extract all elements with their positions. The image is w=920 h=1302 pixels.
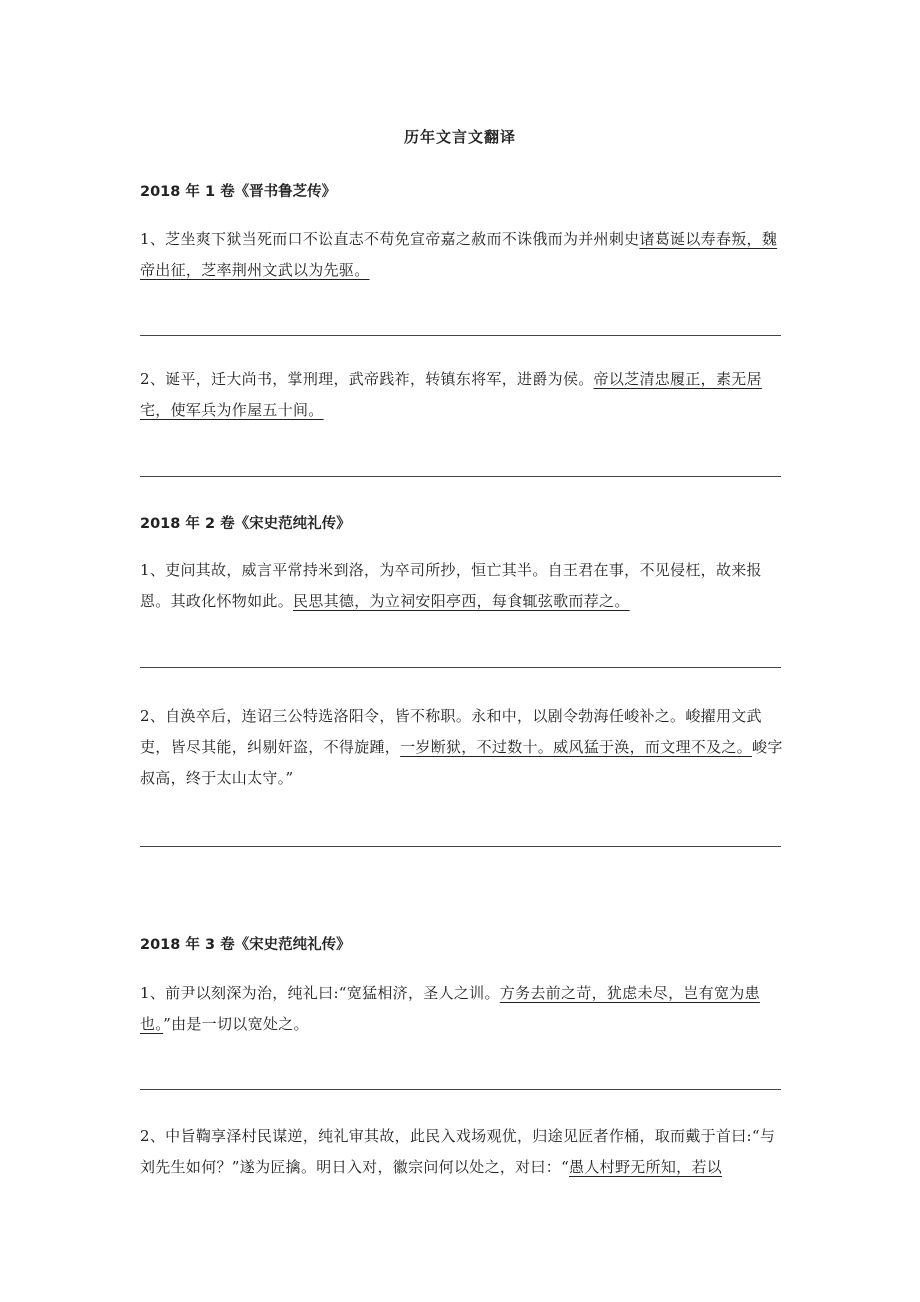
paragraph-text: 峻字叔高，终于太山太守。” [140, 738, 783, 787]
answer-line [140, 846, 781, 847]
answer-line [140, 476, 781, 477]
answer-line [140, 335, 781, 336]
underlined-passage: 帝以芝清忠履正，素无居宅，使军兵为作屋五十间。 [140, 370, 762, 419]
paragraph-text: 2、中旨鞫享泽村民谋逆，纯礼审其故，此民入戏场观优，归途见匠者作桶，取而戴于首曰:“与刘先生如何？”遂为匠擒。明日入对，徽宗问何以处之，对曰：“ [140, 1127, 776, 1176]
answer-line [140, 667, 781, 668]
answer-line [140, 1089, 781, 1090]
paragraph [140, 364, 785, 426]
underlined-passage: 一岁断狱，不过数十。威风猛于涣，而文理不及之。 [400, 738, 753, 756]
paragraph-text: ”由是一切以宽处之。 [163, 1015, 309, 1033]
paragraph-text: 1、前尹以刻深为治，纯礼曰:“宽猛相济，圣人之训。 [140, 984, 500, 1002]
underlined-passage: 诸葛诞以寿春叛，魏帝出征，芝率荆州文武以为先驱。 [140, 230, 778, 279]
underlined-passage: 民思其德，为立祠安阳亭西，每食辄弦歌而荐之。 [293, 592, 630, 610]
section-heading: 2018 年 3 卷《宋史范纯礼传》 [140, 937, 351, 953]
paragraph-text: 1、芝坐爽下狱当死而口不讼直志不苟免宣帝嘉之赦而不诛俄而为并州刺史 [140, 230, 640, 248]
paragraph [140, 1121, 785, 1183]
paragraph [140, 701, 785, 794]
section-heading: 2018 年 2 卷《宋史范纯礼传》 [140, 516, 351, 532]
paragraph-text: 1、吏问其故，威言平常持米到洛，为卒司所抄，恒亡其半。自王君在事，不见侵枉，故来报恩。其政化怀物如此。 [140, 561, 762, 610]
paragraph [140, 978, 785, 1040]
paragraph-text: 2、自涣卒后，连诏三公特选洛阳令，皆不称职。永和中，以剧令勃海任峻补之。峻擢用文武吏，皆尽其能，纠剔奸盗，不得旋踵， [140, 707, 762, 756]
section-heading: 2018 年 1 卷《晋书鲁芝传》 [140, 184, 337, 200]
paragraph-text: 2、诞平，迁大尚书，掌刑理，武帝践祚，转镇东将军，进爵为侯。 [140, 370, 594, 388]
underlined-passage: 愚人村野无所知，若以 [569, 1158, 723, 1176]
paragraph [140, 555, 785, 617]
paragraph [140, 224, 785, 286]
underlined-passage: 方务去前之苛，犹虑未尽，岂有宽为患也。 [140, 984, 760, 1033]
document-title: 历年文言文翻译 [403, 128, 516, 146]
